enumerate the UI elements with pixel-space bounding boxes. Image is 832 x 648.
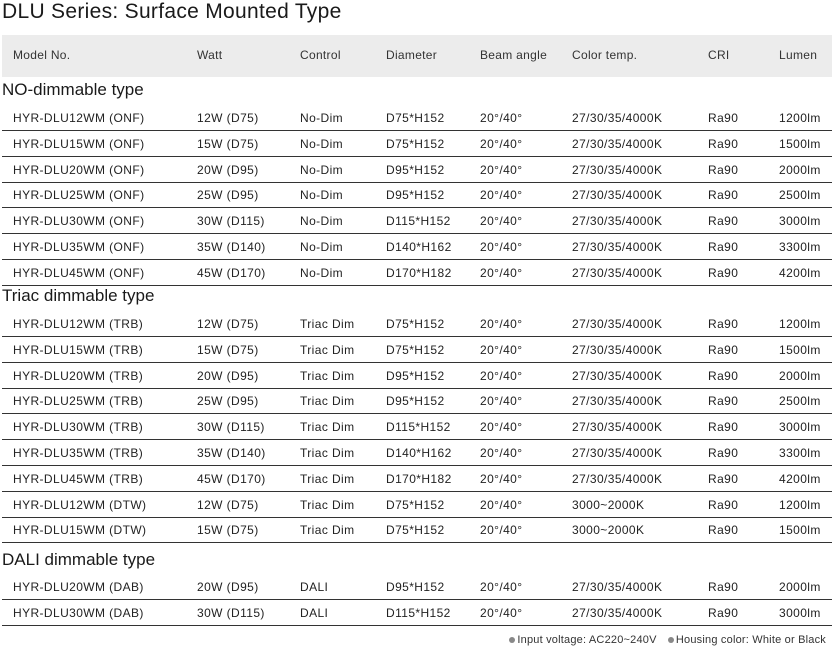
cell-beam-angle: 20°/40° — [480, 472, 523, 486]
cell-color-temp: 27/30/35/4000K — [572, 214, 663, 228]
cell-watt: 30W (D115) — [197, 420, 265, 434]
cell-cri: Ra90 — [708, 137, 739, 151]
cell-watt: 12W (D75) — [197, 317, 259, 331]
cell-model: HYR-DLU30WM (ONF) — [13, 214, 145, 228]
cell-diameter: D75*H152 — [386, 111, 445, 125]
column-header-watt: Watt — [197, 48, 223, 62]
cell-watt: 30W (D115) — [197, 606, 265, 620]
cell-beam-angle: 20°/40° — [480, 343, 523, 357]
column-header-diameter: Diameter — [386, 48, 438, 62]
cell-model: HYR-DLU20WM (DAB) — [13, 580, 144, 594]
cell-control: DALI — [300, 606, 329, 620]
cell-beam-angle: 20°/40° — [480, 214, 523, 228]
cell-model: HYR-DLU45WM (TRB) — [13, 472, 144, 486]
cell-diameter: D95*H152 — [386, 580, 445, 594]
column-header-cri: CRI — [708, 48, 730, 62]
cell-color-temp: 27/30/35/4000K — [572, 472, 663, 486]
column-header-lumen: Lumen — [779, 48, 818, 62]
cell-model: HYR-DLU20WM (ONF) — [13, 163, 145, 177]
cell-beam-angle: 20°/40° — [480, 163, 523, 177]
cell-color-temp: 3000~2000K — [572, 498, 645, 512]
footer-notes — [509, 634, 826, 646]
cell-lumen: 1200lm — [779, 498, 821, 512]
cell-diameter: D75*H152 — [386, 498, 445, 512]
table-row — [2, 414, 832, 440]
cell-beam-angle: 20°/40° — [480, 394, 523, 408]
bullet-icon — [668, 637, 674, 643]
table-row — [2, 337, 832, 363]
cell-color-temp: 27/30/35/4000K — [572, 420, 663, 434]
cell-diameter: D115*H152 — [386, 214, 451, 228]
cell-cri: Ra90 — [708, 266, 739, 280]
cell-watt: 15W (D75) — [197, 137, 259, 151]
cell-color-temp: 27/30/35/4000K — [572, 317, 663, 331]
cell-color-temp: 27/30/35/4000K — [572, 394, 663, 408]
cell-model: HYR-DLU25WM (TRB) — [13, 394, 144, 408]
cell-cri: Ra90 — [708, 498, 739, 512]
cell-lumen: 2500lm — [779, 394, 821, 408]
cell-color-temp: 27/30/35/4000K — [572, 163, 663, 177]
cell-beam-angle: 20°/40° — [480, 606, 523, 620]
cell-control: DALI — [300, 580, 329, 594]
cell-color-temp: 3000~2000K — [572, 523, 645, 537]
cell-watt: 15W (D75) — [197, 523, 259, 537]
cell-cri: Ra90 — [708, 111, 739, 125]
cell-watt: 45W (D170) — [197, 472, 266, 486]
cell-lumen: 4200lm — [779, 472, 821, 486]
cell-lumen: 2500lm — [779, 188, 821, 202]
cell-control: No-Dim — [300, 240, 344, 254]
table-row — [2, 600, 832, 626]
column-header-color-temp: Color temp. — [572, 48, 638, 62]
cell-cri: Ra90 — [708, 523, 739, 537]
cell-beam-angle: 20°/40° — [480, 369, 523, 383]
cell-model: HYR-DLU45WM (ONF) — [13, 266, 145, 280]
cell-beam-angle: 20°/40° — [480, 137, 523, 151]
table-row — [2, 466, 832, 492]
table-row — [2, 388, 832, 414]
cell-watt: 35W (D140) — [197, 446, 266, 460]
cell-color-temp: 27/30/35/4000K — [572, 240, 663, 254]
cell-watt: 35W (D140) — [197, 240, 266, 254]
cell-color-temp: 27/30/35/4000K — [572, 137, 663, 151]
cell-watt: 20W (D95) — [197, 580, 259, 594]
cell-model: HYR-DLU12WM (TRB) — [13, 317, 144, 331]
cell-beam-angle: 20°/40° — [480, 446, 523, 460]
cell-watt: 45W (D170) — [197, 266, 266, 280]
cell-color-temp: 27/30/35/4000K — [572, 369, 663, 383]
cell-watt: 12W (D75) — [197, 498, 259, 512]
cell-control: Triac Dim — [300, 420, 355, 434]
cell-diameter: D140*H162 — [386, 240, 452, 254]
cell-cri: Ra90 — [708, 369, 739, 383]
table-row — [2, 234, 832, 260]
section-title: DALI dimmable type — [2, 550, 156, 569]
cell-control: No-Dim — [300, 188, 344, 202]
cell-color-temp: 27/30/35/4000K — [572, 266, 663, 280]
cell-diameter: D95*H152 — [386, 163, 445, 177]
cell-lumen: 3300lm — [779, 446, 821, 460]
cell-beam-angle: 20°/40° — [480, 420, 523, 434]
cell-beam-angle: 20°/40° — [480, 498, 523, 512]
table-header — [2, 35, 832, 77]
cell-lumen: 2000lm — [779, 369, 821, 383]
column-header-beam-angle: Beam angle — [480, 48, 548, 62]
cell-diameter: D115*H152 — [386, 420, 451, 434]
cell-diameter: D170*H182 — [386, 266, 452, 280]
cell-control: Triac Dim — [300, 343, 355, 357]
cell-diameter: D140*H162 — [386, 446, 452, 460]
cell-control: No-Dim — [300, 214, 344, 228]
cell-control: Triac Dim — [300, 498, 355, 512]
cell-lumen: 1500lm — [779, 137, 821, 151]
table-row — [2, 311, 832, 337]
table-row — [2, 492, 832, 518]
cell-lumen: 3000lm — [779, 214, 821, 228]
cell-control: Triac Dim — [300, 394, 355, 408]
cell-model: HYR-DLU35WM (TRB) — [13, 446, 144, 460]
cell-lumen: 1500lm — [779, 523, 821, 537]
cell-watt: 20W (D95) — [197, 369, 259, 383]
cell-watt: 25W (D95) — [197, 394, 259, 408]
cell-diameter: D75*H152 — [386, 523, 445, 537]
table-row — [2, 363, 832, 389]
cell-lumen: 1500lm — [779, 343, 821, 357]
cell-beam-angle: 20°/40° — [480, 317, 523, 331]
table-row — [2, 208, 832, 234]
cell-lumen: 3000lm — [779, 606, 821, 620]
cell-lumen: 3300lm — [779, 240, 821, 254]
cell-watt: 12W (D75) — [197, 111, 259, 125]
cell-model: HYR-DLU15WM (DTW) — [13, 523, 147, 537]
cell-lumen: 2000lm — [779, 163, 821, 177]
cell-cri: Ra90 — [708, 214, 739, 228]
cell-cri: Ra90 — [708, 580, 739, 594]
cell-model: HYR-DLU30WM (TRB) — [13, 420, 144, 434]
cell-diameter: D115*H152 — [386, 606, 451, 620]
cell-diameter: D95*H152 — [386, 394, 445, 408]
cell-lumen: 1200lm — [779, 111, 821, 125]
table-row — [2, 157, 832, 183]
cell-beam-angle: 20°/40° — [480, 266, 523, 280]
table-row — [2, 440, 832, 466]
page-title: DLU Series: Surface Mounted Type — [2, 0, 342, 23]
section-title: NO-dimmable type — [2, 80, 144, 99]
cell-model: HYR-DLU15WM (TRB) — [13, 343, 144, 357]
cell-lumen: 4200lm — [779, 266, 821, 280]
cell-diameter: D95*H152 — [386, 369, 445, 383]
cell-control: Triac Dim — [300, 472, 355, 486]
cell-model: HYR-DLU20WM (TRB) — [13, 369, 144, 383]
cell-color-temp: 27/30/35/4000K — [572, 188, 663, 202]
cell-color-temp: 27/30/35/4000K — [572, 606, 663, 620]
cell-cri: Ra90 — [708, 446, 739, 460]
cell-color-temp: 27/30/35/4000K — [572, 580, 663, 594]
cell-control: Triac Dim — [300, 369, 355, 383]
cell-cri: Ra90 — [708, 188, 739, 202]
cell-cri: Ra90 — [708, 420, 739, 434]
table-row — [2, 574, 832, 600]
cell-model: HYR-DLU12WM (ONF) — [13, 111, 145, 125]
cell-beam-angle: 20°/40° — [480, 523, 523, 537]
cell-lumen: 2000lm — [779, 580, 821, 594]
column-header-model: Model No. — [13, 48, 71, 62]
cell-diameter: D170*H182 — [386, 472, 452, 486]
cell-diameter: D75*H152 — [386, 343, 445, 357]
cell-lumen: 1200lm — [779, 317, 821, 331]
cell-control: Triac Dim — [300, 523, 355, 537]
cell-cri: Ra90 — [708, 343, 739, 357]
table-row — [2, 517, 832, 543]
cell-watt: 15W (D75) — [197, 343, 259, 357]
table-row — [2, 131, 832, 157]
cell-model: HYR-DLU30WM (DAB) — [13, 606, 144, 620]
cell-model: HYR-DLU15WM (ONF) — [13, 137, 145, 151]
cell-watt: 20W (D95) — [197, 163, 259, 177]
table-row — [2, 260, 832, 286]
cell-color-temp: 27/30/35/4000K — [572, 111, 663, 125]
cell-model: HYR-DLU25WM (ONF) — [13, 188, 145, 202]
housing-color-note: Housing color: White or Black — [675, 634, 826, 646]
cell-beam-angle: 20°/40° — [480, 188, 523, 202]
cell-color-temp: 27/30/35/4000K — [572, 343, 663, 357]
cell-control: No-Dim — [300, 266, 344, 280]
cell-watt: 30W (D115) — [197, 214, 265, 228]
bullet-icon — [509, 637, 515, 643]
table-row — [2, 182, 832, 208]
table-row — [2, 105, 832, 131]
cell-diameter: D75*H152 — [386, 317, 445, 331]
cell-beam-angle: 20°/40° — [480, 240, 523, 254]
cell-diameter: D95*H152 — [386, 188, 445, 202]
cell-color-temp: 27/30/35/4000K — [572, 446, 663, 460]
section-title: Triac dimmable type — [2, 286, 155, 305]
cell-model: HYR-DLU35WM (ONF) — [13, 240, 145, 254]
cell-cri: Ra90 — [708, 472, 739, 486]
cell-cri: Ra90 — [708, 317, 739, 331]
cell-cri: Ra90 — [708, 606, 739, 620]
cell-diameter: D75*H152 — [386, 137, 445, 151]
cell-cri: Ra90 — [708, 240, 739, 254]
cell-cri: Ra90 — [708, 394, 739, 408]
cell-watt: 25W (D95) — [197, 188, 259, 202]
cell-control: No-Dim — [300, 111, 344, 125]
cell-control: No-Dim — [300, 163, 344, 177]
cell-beam-angle: 20°/40° — [480, 111, 523, 125]
cell-beam-angle: 20°/40° — [480, 580, 523, 594]
cell-model: HYR-DLU12WM (DTW) — [13, 498, 147, 512]
cell-control: No-Dim — [300, 137, 344, 151]
cell-cri: Ra90 — [708, 163, 739, 177]
input-voltage-note: Input voltage: AC220~240V — [517, 634, 657, 646]
cell-control: Triac Dim — [300, 317, 355, 331]
cell-lumen: 3000lm — [779, 420, 821, 434]
cell-control: Triac Dim — [300, 446, 355, 460]
column-header-control: Control — [300, 48, 341, 62]
